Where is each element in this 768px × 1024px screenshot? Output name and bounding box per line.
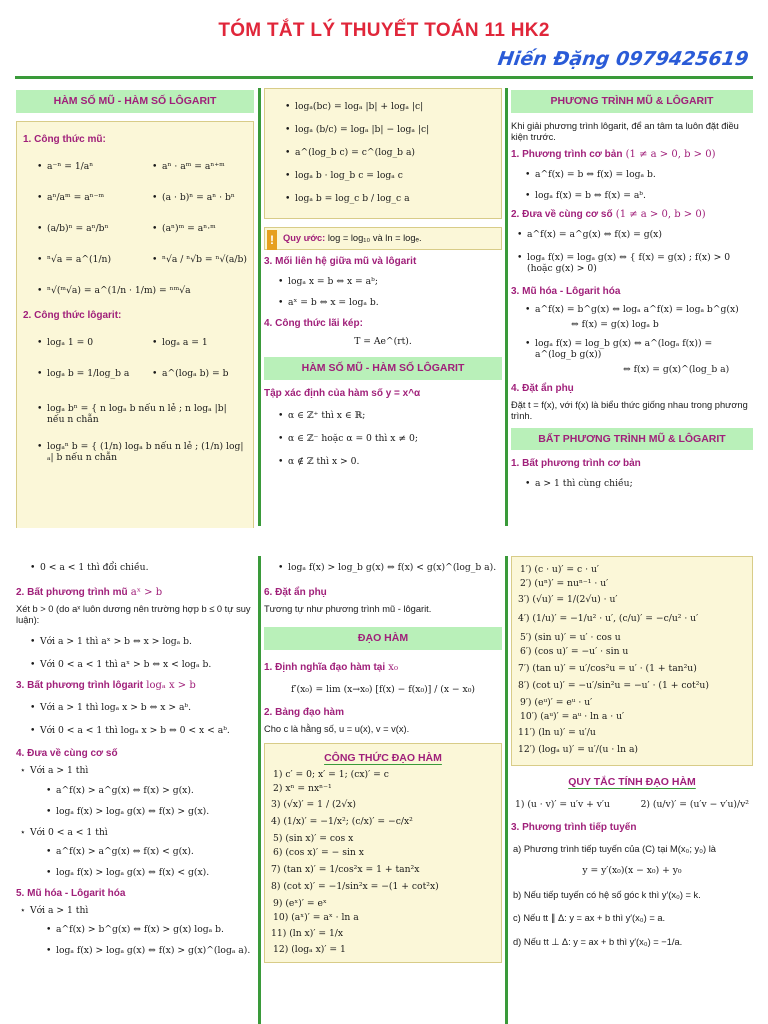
quotient-rule: 2) (u/v)′ = (u′v − v′u)/v²: [640, 798, 749, 810]
derivative-rule: 1) c′ = 0; x′ = 1; (cx)′ = c: [273, 768, 389, 780]
derivative-rule: 7) (tan x)′ = 1/cos²x = 1 + tan²x: [271, 863, 420, 875]
formula: • logₐⁿ b = { (1/n) logₐ b nếu n lẻ ; (1/n) log|ₐ| b nếu n chẵn: [37, 441, 247, 463]
formula: • a > 1 thì cùng chiều;: [525, 478, 753, 489]
section-title-text: 2. Bất phương trình mũ: [16, 587, 128, 599]
formula-box: [16, 121, 254, 528]
formula: • (a/b)ⁿ = aⁿ/bⁿ: [37, 223, 132, 234]
formula: • logₐ f(x) = logₐ g(x) ⇔ { f(x) = g(x) ; f(x) > 0 (hoặc g(x) > 0): [517, 252, 753, 274]
formula: • logₐ b = 1/log_b a: [37, 368, 132, 379]
column-divider: [505, 556, 508, 1024]
section-title: 2. Công thức lôgarit:: [23, 309, 122, 321]
derivative-rule: 1′) (c · u)′ = c · u′: [520, 564, 599, 575]
note-label: Quy ước:: [283, 233, 326, 244]
paragraph: d) Nếu tt ⊥ Δ: y = ax + b thì y′(x₀) = −1/a.: [513, 936, 683, 947]
formula: • a^f(x) > a^g(x) ⇔ f(x) > g(x).: [46, 785, 254, 796]
column-divider: [505, 88, 508, 526]
column-5: [264, 556, 502, 1024]
paragraph: Cho c là hằng số, u = u(x), v = v(x).: [264, 723, 410, 734]
section-header: BẤT PHƯƠNG TRÌNH MŨ & LÔGARIT: [511, 428, 753, 451]
derivative-rule: 11) (ln x)′ = 1/x: [271, 927, 344, 939]
section-title-text: 2. Đưa về cùng cơ số: [511, 208, 613, 220]
condition: aˣ > b: [127, 587, 163, 599]
derivative-rule: 10) (aˣ)′ = aˣ · ln a: [273, 911, 359, 923]
formula: • logₐ a = 1: [152, 337, 247, 348]
formula: • ⁿ√(ᵐ√a) = a^(1/n · 1/m) = ⁿᵐ√a: [37, 285, 247, 296]
formula: f′(x₀) = lim (x→x₀) [f(x) − f(x₀)] / (x − x₀): [291, 683, 475, 695]
section-title: 2. Bảng đạo hàm: [264, 706, 345, 718]
formula: • aⁿ/aᵐ = aⁿ⁻ᵐ: [37, 192, 132, 203]
section-title: 1. Bất phương trình cơ bản: [511, 458, 641, 470]
column-6: [511, 556, 753, 1024]
derivative-rule: 9) (eˣ)′ = eˣ: [273, 897, 327, 909]
formula: • a^f(x) > b^g(x) ⇔ f(x) > g(x) logₐ b.: [46, 924, 254, 935]
formula: • α ∈ ℤ⁻ hoặc α = 0 thì x ≠ 0;: [278, 433, 502, 444]
mu-formulas: [23, 151, 247, 275]
formula: • logₐ(bc) = logₐ |b| + logₐ |c|: [285, 101, 495, 112]
derivative-rule: 4′) (1/u)′ = −1/u² · u′, (c/u)′ = −c/u² · u′: [518, 613, 699, 625]
section-title: 4. Đặt ẩn phụ: [511, 383, 574, 395]
formula: • a⁻ⁿ = 1/aⁿ: [37, 161, 132, 172]
derivative-rule: 8) (cot x)′ = −1/sin²x = −(1 + cot²x): [271, 880, 439, 892]
section-title-text: 1. Định nghĩa đạo hàm tại: [264, 661, 386, 673]
derivative-rule: 10′) (aᵘ)′ = aᵘ · ln a · u′: [520, 711, 625, 723]
section-title: 4. Công thức lãi kép:: [264, 318, 363, 330]
case-label: ⋆ Với a > 1 thì: [20, 905, 254, 916]
formula: • logₐ b = log_c b / log_c a: [285, 193, 495, 204]
derivative-rule: 5′) (sin u)′ = u′ · cos u: [520, 632, 621, 644]
section-header: PHƯƠNG TRÌNH MŨ & LÔGARIT: [511, 90, 753, 113]
section-header: HÀM SỐ MŨ - HÀM SỐ LÔGARIT: [264, 357, 502, 380]
formula: • logₐ f(x) > logₐ g(x) ⇔ f(x) > g(x)^(logₐ a).: [46, 945, 254, 956]
section-title: 3. Mối liên hệ giữa mũ và lôgarit: [264, 256, 417, 268]
derivative-rule: 11′) (ln u)′ = u′/u: [518, 727, 596, 739]
column-divider: [258, 88, 261, 526]
formula-box: [264, 743, 502, 963]
table-title: QUY TẮC TÍNH ĐẠO HÀM: [568, 776, 696, 789]
formula: • α ∈ ℤ⁺ thì x ∈ ℝ;: [278, 410, 502, 421]
formula: • 0 < a < 1 thì đổi chiều.: [30, 562, 254, 573]
section-title: 6. Đặt ẩn phụ: [264, 587, 327, 599]
derivative-rule: 3′) (√u)′ = 1/(2√u) · u′: [518, 594, 618, 606]
formula: • a^f(x) = a^g(x) ⇔ f(x) = g(x): [517, 229, 753, 240]
formula-box: [511, 556, 753, 766]
formula: • a^f(x) = b^g(x) ⇔ logₐ a^f(x) = logₐ b^g(x): [525, 304, 753, 315]
formula: • Với 0 < a < 1 thì logₐ x > b ⇔ 0 < x < aᵇ.: [30, 725, 254, 736]
table-title: CÔNG THỨC ĐẠO HÀM: [324, 751, 442, 764]
condition: (1 ≠ a > 0, b > 0): [612, 208, 706, 220]
paragraph: Đặt t = f(x), với f(x) là biểu thức giống nhau trong phương trình.: [511, 400, 748, 422]
formula: • logₐ f(x) = b ⇔ f(x) = aᵇ.: [525, 190, 753, 201]
formula: • α ∉ ℤ thì x > 0.: [278, 456, 502, 467]
author-signature: Hiến Đặng 0979425619: [496, 48, 750, 70]
derivative-rule: 12′) (logₐ u)′ = u′/(u · ln a): [518, 744, 639, 756]
log-formulas: [23, 327, 247, 389]
formula-box: [264, 88, 502, 219]
formula: • ⁿ√a / ⁿ√b = ⁿ√(a/b): [152, 254, 247, 265]
formula: • ⁿ√a = a^(1/n): [37, 254, 132, 265]
column-divider: [258, 556, 261, 1024]
formula: • logₐ f(x) = log_b g(x) ⇔ a^(logₐ f(x)) = a^(log_b g(x)): [525, 338, 753, 360]
section-title: 5. Mũ hóa - Lôgarit hóa: [16, 887, 126, 899]
title-divider: [15, 76, 753, 79]
formula: • a^(log_b c) = c^(log_b a): [285, 147, 495, 158]
section-title: 3. Mũ hóa - Lôgarit hóa: [511, 286, 621, 298]
formula: • (aⁿ)ᵐ = aⁿ·ᵐ: [152, 223, 247, 234]
formula: ⇔ f(x) = g(x) logₐ b: [571, 319, 659, 331]
paragraph: c) Nếu tt ∥ Δ: y = ax + b thì y′(x₀) = a.: [513, 913, 666, 924]
column-1: [16, 88, 254, 528]
formula: • a^(logₐ b) = b: [152, 368, 247, 379]
derivative-rule: 2′) (uⁿ)′ = nuⁿ⁻¹ · u′: [520, 578, 609, 590]
formula: • a^f(x) = b ⇔ f(x) = logₐ b.: [525, 169, 753, 180]
section-title: 1. Công thức mũ:: [23, 133, 106, 145]
formula: • logₐ 1 = 0: [37, 337, 132, 348]
note-text: log = log₁₀ và ln = logₑ.: [325, 233, 422, 244]
section-title: Tập xác định của hàm số y = x^α: [264, 388, 421, 399]
condition: x₀: [385, 661, 398, 673]
section-title: [16, 680, 254, 692]
formula: • logₐ b · log_b c = logₐ c: [285, 170, 495, 181]
formula: • Với a > 1 thì logₐ x > b ⇔ x > aᵇ.: [30, 702, 254, 713]
formula: y = y′(x₀)(x − x₀) + y₀: [582, 865, 682, 877]
formula: • Với a > 1 thì aˣ > b ⇔ x > logₐ b.: [30, 636, 254, 647]
condition: (1 ≠ a > 0, b > 0): [622, 148, 716, 160]
formula: T = Ae^(rt).: [354, 336, 412, 348]
formula: • logₐ f(x) > log_b g(x) ⇔ f(x) < g(x)^(log_b a).: [278, 562, 502, 573]
page-title: TÓM TẮT LÝ THUYẾT TOÁN 11 HK2: [218, 20, 550, 41]
derivative-rule: 3) (√x)′ = 1 / (2√x): [271, 798, 357, 810]
derivative-rule: 9′) (eᵘ)′ = eᵘ · u′: [520, 697, 593, 709]
section-header: ĐẠO HÀM: [264, 627, 502, 650]
case-label: ⋆ Với 0 < a < 1 thì: [20, 827, 254, 838]
section-title: [511, 209, 753, 221]
formula: ⇔ f(x) = g(x)^(log_b a): [623, 364, 730, 376]
section-title-text: 3. Bất phương trình lôgarit: [16, 680, 144, 692]
derivative-rule: 8′) (cot u)′ = −u′/sin²u = −u′ · (1 + cot²u): [518, 680, 709, 692]
derivative-rule: 12) (logₐ x)′ = 1: [273, 943, 346, 955]
paragraph: b) Nếu tiếp tuyến có hệ số góc k thì y′(x₀) = k.: [513, 890, 701, 901]
formula: • aˣ = b ⇔ x = logₐ b.: [278, 297, 502, 308]
derivative-rule: 6) (cos x)′ = − sin x: [273, 846, 364, 858]
paragraph: a) Phương trình tiếp tuyến của (C) tại M(x₀; y₀) là: [513, 844, 716, 854]
case-label: ⋆ Với a > 1 thì: [20, 765, 254, 776]
column-2: [264, 88, 502, 528]
section-title: 4. Đưa về cùng cơ số: [16, 748, 118, 760]
paragraph: Xét b > 0 (do aˣ luôn dương nên trường hợp b ≤ 0 tự suy luận):: [16, 604, 251, 626]
paragraph: Tương tự như phương trình mũ - lôgarit.: [264, 604, 432, 615]
derivative-rule: 4) (1/x)′ = −1/x²; (c/x)′ = −c/x²: [271, 815, 413, 827]
derivative-rule: 6′) (cos u)′ = −u′ · sin u: [520, 646, 629, 658]
formula: • a^f(x) > a^g(x) ⇔ f(x) < g(x).: [46, 846, 254, 857]
warning-icon: !: [267, 230, 277, 250]
formula: • logₐ f(x) > logₐ g(x) ⇔ f(x) < g(x).: [46, 867, 254, 878]
formula: • logₐ bⁿ = { n logₐ b nếu n lẻ ; n logₐ |b| nếu n chẵn: [37, 403, 247, 425]
formula: • (a · b)ⁿ = aⁿ · bⁿ: [152, 192, 247, 203]
section-title: [511, 149, 753, 161]
section-header: HÀM SỐ MŨ - HÀM SỐ LÔGARIT: [16, 90, 254, 113]
condition: logₐ x > b: [143, 680, 196, 692]
formula: • logₐ x = b ⇔ x = aᵇ;: [278, 276, 502, 287]
derivative-rule: 2) xⁿ = nxⁿ⁻¹: [273, 782, 332, 794]
formula: • aⁿ · aᵐ = aⁿ⁺ᵐ: [152, 161, 247, 172]
column-3: [511, 88, 753, 528]
formula: • logₐ f(x) > logₐ g(x) ⇔ f(x) > g(x).: [46, 806, 254, 817]
section-title: [16, 587, 254, 599]
formula: • Với 0 < a < 1 thì aˣ > b ⇔ x < logₐ b.: [30, 659, 254, 670]
product-rule: 1) (u · v)′ = u′v + v′u: [515, 798, 610, 810]
derivative-rule: 7′) (tan u)′ = u′/cos²u = u′ · (1 + tan²u): [518, 663, 697, 675]
paragraph: Khi giải phương trình lôgarit, để an tâm ta luôn đặt điều kiện trước.: [511, 120, 739, 142]
section-title-text: 1. Phương trình cơ bản: [511, 148, 623, 160]
section-title: 3. Phương trình tiếp tuyến: [511, 822, 637, 833]
column-4: [16, 556, 254, 1024]
note-box: [264, 227, 502, 250]
section-title: [264, 662, 502, 674]
quotient-rules: [515, 799, 749, 810]
derivative-rule: 5) (sin x)′ = cos x: [273, 832, 354, 844]
formula: • logₐ (b/c) = logₐ |b| − logₐ |c|: [285, 124, 495, 135]
